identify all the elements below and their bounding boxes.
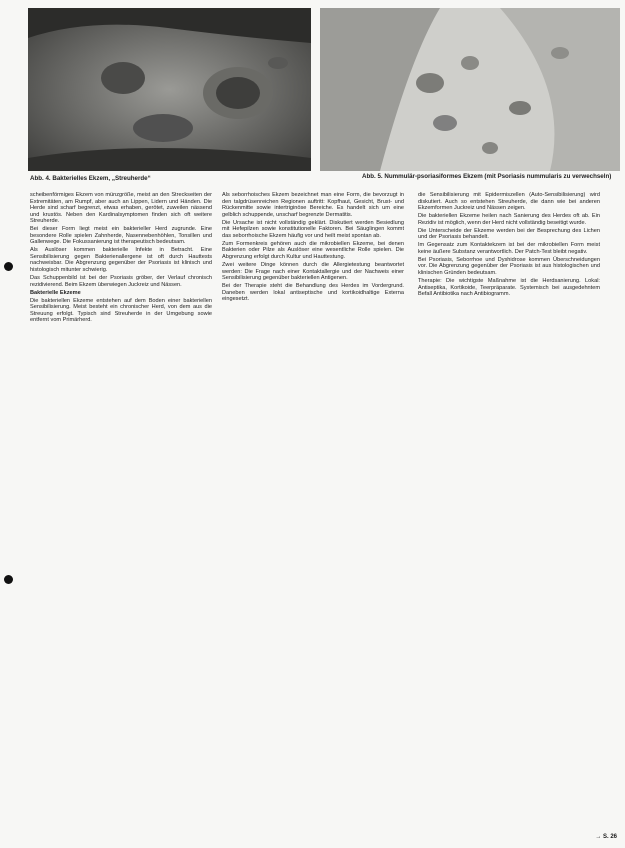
paragraph: Als seborrhoisches Ekzem bezeichnet man eine Form, die bevorzugt in den talgdrüsenreichen Regionen auftritt: Kopfhaut, Gesicht, Brust- und Rückenmitte sowie intertriginöse Bereiche. Es handelt sich um eine gelblich schuppende, unscharf begrenzte Dermatitis. — [222, 192, 404, 218]
paragraph: Therapie: Die wichtigste Maßnahme ist die Herdsanierung. Lokal: Antiseptika, Kortikoide, Teerpräparate. Systemisch bei ausgedehntem Befall Antibiotika nach Antibiogramm. — [418, 278, 600, 298]
skin-photo-right-image — [320, 8, 620, 171]
paragraph: die Sensibilisierung mit Epidermiszellen (Auto-Sensibilisierung) wird diskutiert. Auch so entstehen Streuherde, die dann wie bei anderen Ekzemformen Juckreiz und Nässen zeigen. — [418, 192, 600, 212]
caption-figure-5: Abb. 5. Nummulär-psoriasiformes Ekzem (mit Psoriasis nummularis zu verwechseln) — [362, 173, 612, 180]
binder-hole-icon — [4, 575, 13, 584]
paragraph: Zum Formenkreis gehören auch die mikrobiellen Ekzeme, bei denen Bakterien oder Pilze als Auslöser eine wesentliche Rolle spielen. Die Abgrenzung erfolgt durch Kultur und Hauttestung. — [222, 240, 404, 260]
paragraph: Bei der Therapie steht die Behandlung des Herdes im Vordergrund. Daneben werden lokal antiseptische und kortikoidhaltige Externa eingesetzt. — [222, 283, 404, 303]
paragraph: Das Schuppenbild ist bei der Psoriasis gröber, der Verlauf chronisch rezidivierend. Beim Ekzem überwiegen Juckreiz und Nässen. — [30, 275, 212, 288]
text-column-2 — [222, 192, 404, 304]
paragraph: Bei dieser Form liegt meist ein bakterieller Herd zugrunde. Eine besondere Rolle spielen Zahnherde, Nasennebenhöhlen, Tonsillen und Gallenwege. Die Fokussanierung ist therapeutisch bedeutsam. — [30, 226, 212, 246]
text-column-1 — [30, 192, 212, 325]
photo-bacterial-eczema — [28, 8, 311, 171]
paragraph: scheibenförmiges Ekzem von münzgröße, meist an den Streckseiten der Extremitäten, am Rumpf, aber auch an Lippen, Lidern und Händen. Die Herde sind scharf begrenzt, etwas erhaben, gerötet, zuweilen nässend und krustös. Neben den Kardinalsymptomen finden sich oft weitere Streuherde. — [30, 192, 212, 225]
caption-figure-4: Abb. 4. Bakterielles Ekzem, „Streuherde“ — [30, 175, 151, 182]
paragraph: Zwei weitere Dinge können durch die Allergietestung beantwortet werden: Die Frage nach einer Kontaktallergie und der Nachweis einer Sensibilisierung gegenüber bakteriellen Antigenen. — [222, 261, 404, 282]
paragraph: Die bakteriellen Ekzeme heilen nach Sanierung des Herdes oft ab. Ein Rezidiv ist möglich, wenn der Herd nicht vollständig beseitigt wurde. — [418, 213, 600, 226]
paragraph: Die Unterscheide der Ekzeme werden bei der Besprechung des Lichen und der Psoriasis behandelt. — [418, 227, 600, 241]
paragraph: Die Ursache ist nicht vollständig geklärt. Diskutiert werden Besiedlung mit Hefepilzen sowie konstitutionelle Faktoren. Bei Säuglingen kommt das seborrhoische Ekzem häufig vor und heilt meist spontan ab. — [222, 219, 404, 239]
text-column-3 — [418, 192, 600, 299]
skin-photo-left-image — [28, 8, 311, 171]
photo-psoriatic-eczema — [320, 8, 620, 171]
page-continuation: → S. 26 — [595, 834, 617, 840]
paragraph: Die bakteriellen Ekzeme entstehen auf dem Boden einer bakteriellen Sensibilisierung. Meist besteht ein chronischer Herd, von dem aus die Streuung erfolgt. Typisch sind Streuherde in der Umgebung sowie entfernt vom Primärherd. — [30, 297, 212, 324]
paragraph: Bei Psoriasis, Seborrhoe und Dyshidrose kommen Überschneidungen vor. Die Abgrenzung gegenüber der Psoriasis ist aus histologischen und klinischen Gründen bedeutsam. — [418, 256, 600, 277]
section-heading: Bakterielle Ekzeme — [30, 289, 81, 296]
paragraph: Als Auslöser kommen bakterielle Infekte in Betracht. Eine Sensibilisierung gegen Bakterienallergene ist oft durch Hauttests nachweisbar. Die Abgrenzung gegenüber der Psoriasis ist klinisch und histologisch mitunter schwierig. — [30, 247, 212, 274]
paragraph: Im Gegensatz zum Kontaktekzem ist bei der mikrobiellen Form meist keine äußere Substanz verantwortlich. Der Patch-Test bleibt negativ. — [418, 242, 600, 255]
binder-hole-icon — [4, 262, 13, 271]
